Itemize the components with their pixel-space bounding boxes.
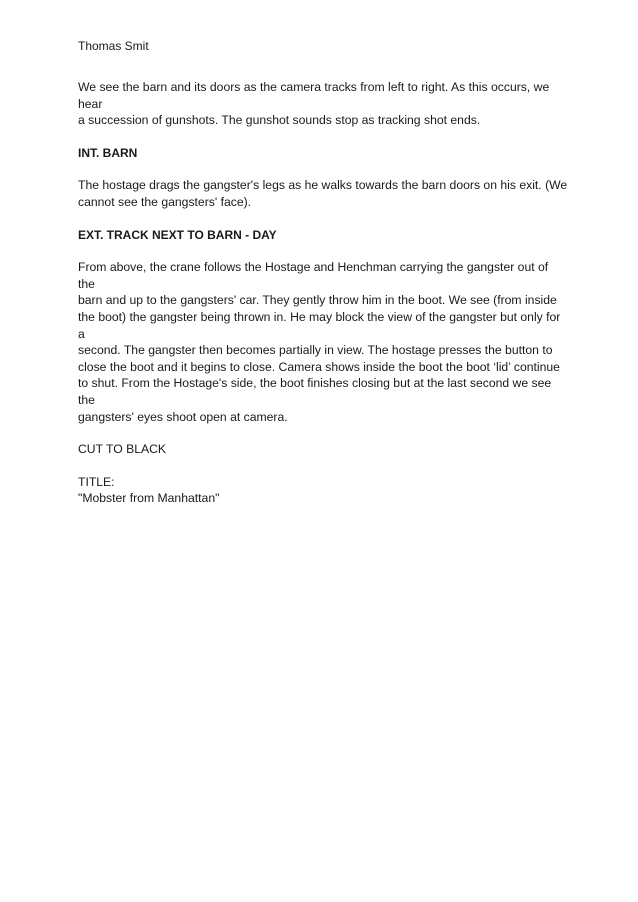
title-label: TITLE: <box>78 474 115 489</box>
transition-cut-to-black: CUT TO BLACK <box>78 442 167 457</box>
action-paragraph-barn-tracking: We see the barn and its doors as the camera tracks from left to right. As this occurs, we hear a succession of gunshots. The gunshot sounds stop as tracking shot ends. <box>78 80 550 128</box>
title-value: "Mobster from Manhattan" <box>78 491 220 506</box>
action-paragraph-hostage-drags: The hostage drags the gangster's legs as he walks towards the barn doors on his exit. (We cannot see the gangsters' face). <box>78 178 568 209</box>
scene-heading-ext-track: EXT. TRACK NEXT TO BARN - DAY <box>78 227 277 242</box>
action-paragraph-crane-boot: From above, the crane follows the Hostage and Henchman carrying the gangster out of the barn and up to the gangsters' car. They gently throw him in the boot. We see (from inside the boot) the gangster being thrown in. He may block the view of the gangster but only for a second. The gangster then becomes partially in view. The hostage presses the button to close the boot and it begins to close. Camera shows inside the boot the boot ‘lid’ continue to shut. From the Hostage's side, the boot finishes closing but at the last second we see the gangsters' eyes shoot open at camera. <box>78 260 561 424</box>
title-block <box>78 474 568 507</box>
scene-heading-int-barn: INT. BARN <box>78 145 138 160</box>
author-name: Thomas Smit <box>78 39 149 53</box>
script-body <box>78 79 568 507</box>
